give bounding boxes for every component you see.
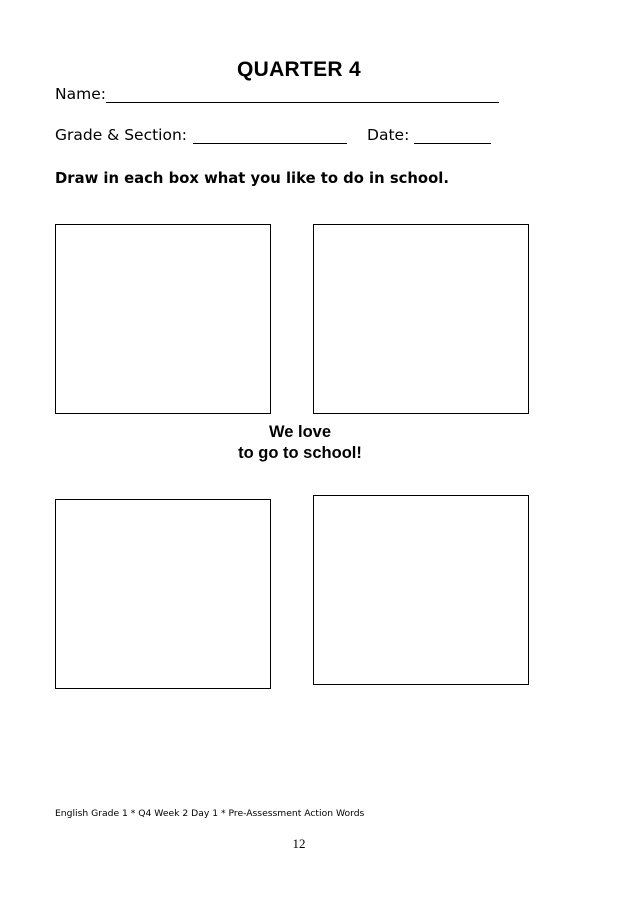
name-label: Name: bbox=[55, 85, 106, 103]
center-message-line-1: We love bbox=[268, 423, 332, 441]
center-message bbox=[200, 422, 400, 464]
drawing-box-top-left[interactable] bbox=[55, 224, 271, 414]
footer-text: English Grade 1 * Q4 Week 2 Day 1 * Pre-Assessment Action Words bbox=[55, 808, 365, 819]
grade-date-field-row bbox=[55, 126, 491, 144]
grade-section-label: Grade & Section: bbox=[55, 126, 188, 144]
grade-section-blank-line[interactable] bbox=[193, 126, 347, 144]
instruction-text: Draw in each box what you like to do in school. bbox=[55, 170, 449, 187]
name-field-row bbox=[55, 85, 499, 103]
drawing-box-top-right[interactable] bbox=[313, 224, 529, 414]
date-blank-line[interactable] bbox=[414, 126, 491, 144]
drawing-box-bottom-left[interactable] bbox=[55, 499, 271, 689]
date-label: Date: bbox=[367, 126, 410, 144]
name-blank-line[interactable] bbox=[106, 85, 499, 103]
drawing-box-bottom-right[interactable] bbox=[313, 495, 529, 685]
center-message-line-2: to go to school! bbox=[238, 444, 362, 462]
worksheet-title: QUARTER 4 bbox=[236, 58, 362, 81]
page-number: 12 bbox=[292, 836, 306, 851]
